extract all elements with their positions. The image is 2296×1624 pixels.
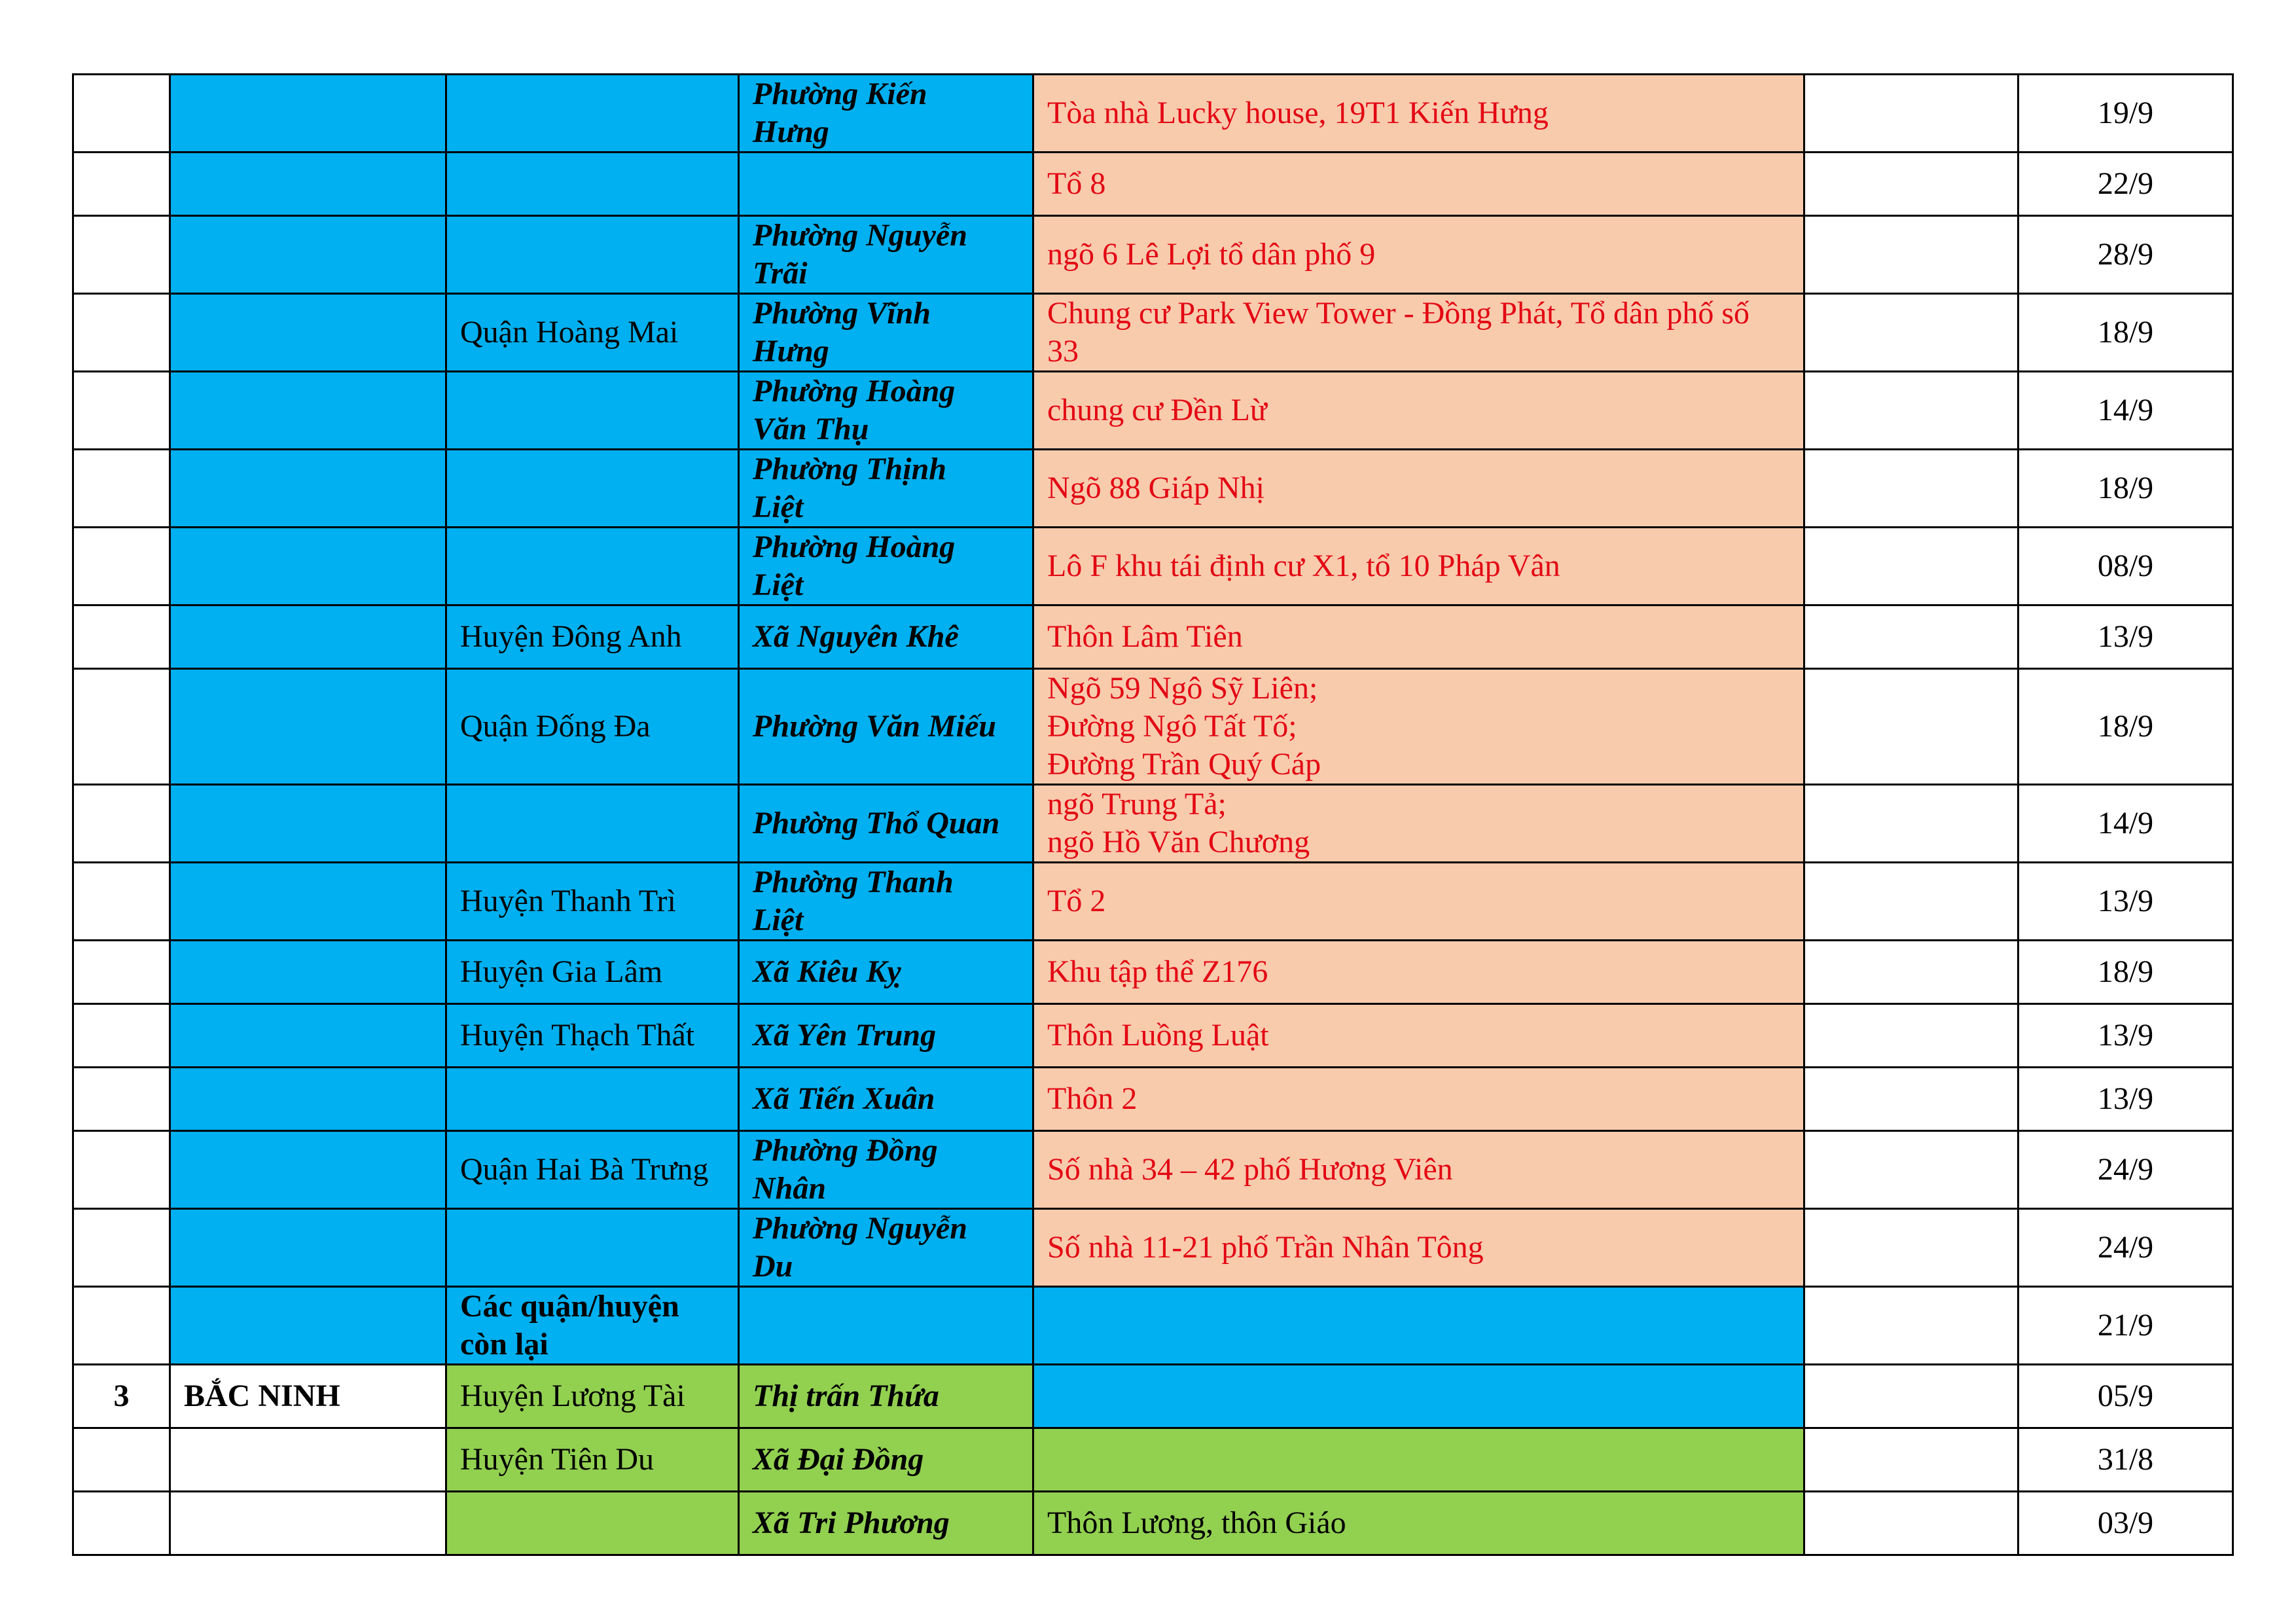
row-number-cell (73, 294, 170, 372)
note-cell (1804, 153, 2018, 216)
date-cell: 05/9 (2018, 1365, 2233, 1428)
address-cell: Khu tập thể Z176 (1033, 941, 1804, 1004)
province-cell (170, 785, 446, 863)
province-cell (170, 863, 446, 941)
district-cell: Huyện Tiên Du (446, 1428, 739, 1492)
ward-cell: Phường Thanh Liệt (739, 863, 1033, 941)
ward-cell: Xã Nguyên Khê (739, 605, 1033, 669)
table-row (73, 450, 2233, 528)
date-cell: 28/9 (2018, 216, 2233, 294)
ward-cell: Xã Tri Phương (739, 1492, 1033, 1555)
district-cell: Quận Hai Bà Trưng (446, 1131, 739, 1209)
district-cell (446, 75, 739, 153)
ward-cell: Xã Kiêu Kỵ (739, 941, 1033, 1004)
table-row (73, 372, 2233, 450)
address-cell: Ngõ 59 Ngô Sỹ Liên; Đường Ngô Tất Tố; Đường Trần Quý Cáp (1033, 669, 1804, 785)
note-cell (1804, 863, 2018, 941)
ward-cell (739, 153, 1033, 216)
note-cell (1804, 605, 2018, 669)
ward-cell: Phường Kiến Hưng (739, 75, 1033, 153)
address-cell: Thôn 2 (1033, 1068, 1804, 1131)
district-cell: Huyện Thanh Trì (446, 863, 739, 941)
row-number-cell (73, 372, 170, 450)
row-number-cell (73, 450, 170, 528)
district-cell: Huyện Thạch Thất (446, 1004, 739, 1068)
row-number-cell (73, 1287, 170, 1365)
date-cell: 21/9 (2018, 1287, 2233, 1365)
address-cell (1033, 1428, 1804, 1492)
row-number-cell (73, 941, 170, 1004)
date-cell: 18/9 (2018, 294, 2233, 372)
table-row (73, 1428, 2233, 1492)
date-cell: 13/9 (2018, 1068, 2233, 1131)
ward-cell: Xã Yên Trung (739, 1004, 1033, 1068)
table-row (73, 605, 2233, 669)
address-cell: Thôn Lương, thôn Giáo (1033, 1492, 1804, 1555)
ward-cell: Phường Nguyễn Du (739, 1209, 1033, 1287)
address-cell: Chung cư Park View Tower - Đồng Phát, Tổ dân phố số 33 (1033, 294, 1804, 372)
row-number-cell (73, 1004, 170, 1068)
address-cell: Thôn Lâm Tiên (1033, 605, 1804, 669)
row-number-cell (73, 1428, 170, 1492)
note-cell (1804, 785, 2018, 863)
district-cell (446, 1209, 739, 1287)
province-cell (170, 1287, 446, 1365)
province-cell (170, 1068, 446, 1131)
table-row (73, 216, 2233, 294)
ward-cell: Phường Nguyễn Trãi (739, 216, 1033, 294)
locations-table (72, 73, 2234, 1556)
table-row (73, 1131, 2233, 1209)
ward-cell: Phường Vĩnh Hưng (739, 294, 1033, 372)
date-cell: 08/9 (2018, 528, 2233, 605)
district-cell (446, 528, 739, 605)
row-number-cell (73, 863, 170, 941)
date-cell: 18/9 (2018, 450, 2233, 528)
table-row (73, 294, 2233, 372)
date-cell: 24/9 (2018, 1131, 2233, 1209)
row-number-cell (73, 1131, 170, 1209)
row-number-cell (73, 153, 170, 216)
note-cell (1804, 75, 2018, 153)
ward-cell (739, 1287, 1033, 1365)
province-cell: BẮC NINH (170, 1365, 446, 1428)
date-cell: 18/9 (2018, 941, 2233, 1004)
province-cell (170, 528, 446, 605)
date-cell: 22/9 (2018, 153, 2233, 216)
district-cell: Quận Đống Đa (446, 669, 739, 785)
province-cell (170, 1131, 446, 1209)
row-number-cell (73, 528, 170, 605)
province-cell (170, 605, 446, 669)
row-number-cell (73, 1068, 170, 1131)
address-cell: Số nhà 11-21 phố Trần Nhân Tông (1033, 1209, 1804, 1287)
address-cell: Tổ 2 (1033, 863, 1804, 941)
note-cell (1804, 1209, 2018, 1287)
address-cell: Số nhà 34 – 42 phố Hương Viên (1033, 1131, 1804, 1209)
ward-cell: Phường Thịnh Liệt (739, 450, 1033, 528)
province-cell (170, 372, 446, 450)
table-row (73, 669, 2233, 785)
table-row (73, 528, 2233, 605)
table-row (73, 75, 2233, 153)
province-cell (170, 1428, 446, 1492)
date-cell: 13/9 (2018, 1004, 2233, 1068)
district-cell (446, 372, 739, 450)
province-cell (170, 450, 446, 528)
district-cell (446, 450, 739, 528)
note-cell (1804, 1287, 2018, 1365)
district-cell: Quận Hoàng Mai (446, 294, 739, 372)
province-cell (170, 75, 446, 153)
ward-cell: Xã Tiến Xuân (739, 1068, 1033, 1131)
province-cell (170, 941, 446, 1004)
ward-cell: Phường Thổ Quan (739, 785, 1033, 863)
row-number-cell (73, 216, 170, 294)
district-cell: Huyện Đông Anh (446, 605, 739, 669)
province-cell (170, 216, 446, 294)
table-row (73, 153, 2233, 216)
address-cell: Ngõ 88 Giáp Nhị (1033, 450, 1804, 528)
table-row (73, 1004, 2233, 1068)
address-cell: Thôn Luồng Luật (1033, 1004, 1804, 1068)
date-cell: 13/9 (2018, 863, 2233, 941)
province-cell (170, 153, 446, 216)
note-cell (1804, 450, 2018, 528)
address-cell: ngõ 6 Lê Lợi tổ dân phố 9 (1033, 216, 1804, 294)
note-cell (1804, 1131, 2018, 1209)
note-cell (1804, 1492, 2018, 1555)
row-number-cell: 3 (73, 1365, 170, 1428)
address-cell: ngõ Trung Tả; ngõ Hồ Văn Chương (1033, 785, 1804, 863)
district-cell (446, 1068, 739, 1131)
ward-cell: Phường Đồng Nhân (739, 1131, 1033, 1209)
district-cell (446, 1492, 739, 1555)
address-cell: chung cư Đền Lừ (1033, 372, 1804, 450)
date-cell: 19/9 (2018, 75, 2233, 153)
note-cell (1804, 1004, 2018, 1068)
district-cell (446, 216, 739, 294)
date-cell: 24/9 (2018, 1209, 2233, 1287)
ward-cell: Xã Đại Đồng (739, 1428, 1033, 1492)
table-row (73, 1492, 2233, 1555)
table-row (73, 785, 2233, 863)
row-number-cell (73, 1209, 170, 1287)
note-cell (1804, 941, 2018, 1004)
province-cell (170, 1209, 446, 1287)
district-cell (446, 785, 739, 863)
table-body (73, 75, 2233, 1555)
table-row (73, 1068, 2233, 1131)
address-cell (1033, 1287, 1804, 1365)
ward-cell: Phường Văn Miếu (739, 669, 1033, 785)
address-cell: Tòa nhà Lucky house, 19T1 Kiến Hưng (1033, 75, 1804, 153)
row-number-cell (73, 669, 170, 785)
note-cell (1804, 372, 2018, 450)
date-cell: 03/9 (2018, 1492, 2233, 1555)
date-cell: 14/9 (2018, 785, 2233, 863)
district-cell: Huyện Gia Lâm (446, 941, 739, 1004)
note-cell (1804, 1428, 2018, 1492)
province-cell (170, 669, 446, 785)
row-number-cell (73, 605, 170, 669)
row-number-cell (73, 785, 170, 863)
row-number-cell (73, 1492, 170, 1555)
row-number-cell (73, 75, 170, 153)
table-row (73, 1365, 2233, 1428)
table-row (73, 941, 2233, 1004)
province-cell (170, 1004, 446, 1068)
table-row (73, 863, 2233, 941)
district-cell: Huyện Lương Tài (446, 1365, 739, 1428)
district-cell: Các quận/huyện còn lại (446, 1287, 739, 1365)
note-cell (1804, 528, 2018, 605)
province-cell (170, 1492, 446, 1555)
date-cell: 31/8 (2018, 1428, 2233, 1492)
note-cell (1804, 294, 2018, 372)
date-cell: 13/9 (2018, 605, 2233, 669)
note-cell (1804, 216, 2018, 294)
table-row (73, 1209, 2233, 1287)
district-cell (446, 153, 739, 216)
date-cell: 18/9 (2018, 669, 2233, 785)
address-cell: Tổ 8 (1033, 153, 1804, 216)
ward-cell: Phường Hoàng Văn Thụ (739, 372, 1033, 450)
note-cell (1804, 1365, 2018, 1428)
note-cell (1804, 669, 2018, 785)
ward-cell: Thị trấn Thứa (739, 1365, 1033, 1428)
address-cell: Lô F khu tái định cư X1, tổ 10 Pháp Vân (1033, 528, 1804, 605)
date-cell: 14/9 (2018, 372, 2233, 450)
ward-cell: Phường Hoàng Liệt (739, 528, 1033, 605)
note-cell (1804, 1068, 2018, 1131)
province-cell (170, 294, 446, 372)
table-row (73, 1287, 2233, 1365)
address-cell (1033, 1365, 1804, 1428)
